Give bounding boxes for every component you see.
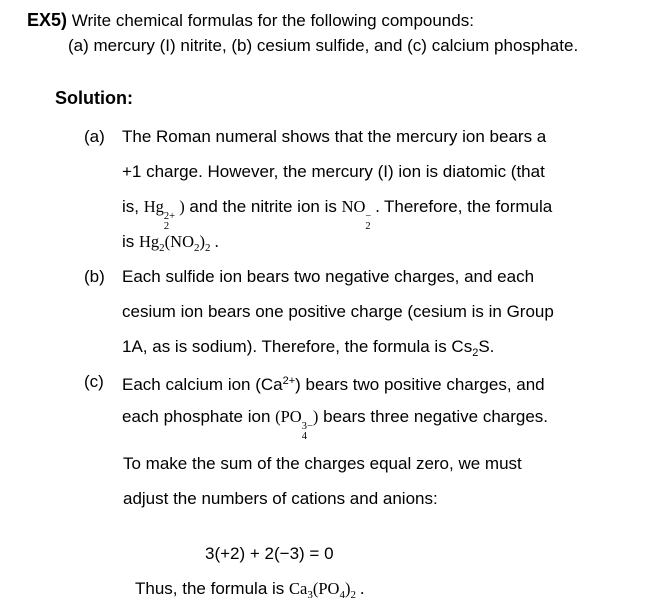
formula-run: . bbox=[210, 232, 219, 251]
text-run: 1A, as is sodium). Therefore, the formula is Cs bbox=[122, 337, 473, 356]
formula-subscript: 4 bbox=[301, 431, 307, 442]
formula-superscript: 2+ bbox=[163, 211, 176, 222]
problem-compounds: (a) mercury (I) nitrite, (b) cesium sulfide, and (c) calcium phosphate. bbox=[68, 36, 579, 55]
formula-run: Ca bbox=[289, 579, 308, 598]
formula-run: (PO bbox=[312, 579, 340, 598]
item-marker: (a) bbox=[84, 127, 105, 146]
formula-run: . bbox=[355, 579, 365, 598]
item-body bbox=[122, 119, 668, 259]
text-run: bears three negative charges. bbox=[318, 407, 549, 426]
solution-item bbox=[0, 364, 668, 442]
charge-equation bbox=[205, 536, 668, 571]
text-run: 3(+2) + 2(−3) = 0 bbox=[205, 544, 334, 563]
text-run: Therefore, the formula bbox=[379, 197, 553, 216]
item-marker: (b) bbox=[84, 267, 105, 286]
formula-run: (PO bbox=[275, 407, 302, 426]
text-line bbox=[123, 446, 668, 481]
text-line bbox=[122, 364, 668, 399]
problem-prompt: Write chemical formulas for the following compounds: bbox=[67, 11, 474, 30]
formula-run: ) bbox=[175, 197, 185, 216]
text-run: is bbox=[122, 232, 139, 251]
formula-subscript: 2 bbox=[194, 242, 200, 254]
formula-run: NO bbox=[341, 197, 366, 216]
text-run: Each calcium ion (Ca bbox=[122, 375, 283, 394]
text-run: Thus, the formula is bbox=[135, 579, 290, 598]
formula-superscript: 3− bbox=[301, 421, 313, 432]
item-body bbox=[122, 259, 668, 364]
text-line bbox=[122, 189, 668, 232]
problem-label: EX5) bbox=[27, 10, 68, 30]
text-line bbox=[122, 259, 668, 294]
item-body bbox=[122, 364, 668, 442]
text-run: is, bbox=[122, 197, 144, 216]
solution-items bbox=[0, 119, 668, 442]
text-run: adjust the numbers of cations and anions: bbox=[123, 489, 438, 508]
formula-subscript: 2 bbox=[163, 221, 170, 232]
text-run: and the nitrite ion is bbox=[184, 197, 342, 216]
solution-item bbox=[0, 119, 668, 259]
text-line bbox=[122, 399, 668, 442]
text-run: cesium ion bears one positive charge (cesium is in Group bbox=[122, 302, 554, 321]
formula-subscript: 3 bbox=[307, 589, 313, 601]
formula-run: ) bbox=[312, 407, 319, 426]
text-run: The Roman numeral shows that the mercury ion bears a bbox=[122, 127, 547, 146]
formula-run: (NO bbox=[164, 232, 194, 251]
text-run: To make the sum of the charges equal zero, we must bbox=[123, 454, 522, 473]
text-run: Each sulfide ion bears two negative charges, and each bbox=[122, 267, 535, 286]
text-line bbox=[122, 154, 668, 189]
formula-subscript: 2 bbox=[159, 242, 165, 254]
item-marker: (c) bbox=[84, 372, 104, 391]
text-line bbox=[122, 221, 668, 259]
solution-heading: Solution: bbox=[55, 88, 133, 108]
problem-statement bbox=[0, 0, 668, 33]
text-line bbox=[122, 119, 668, 154]
formula-run: ) bbox=[199, 232, 205, 251]
text-run: ) bears two positive charges, and bbox=[295, 375, 545, 394]
formula-run: . bbox=[371, 197, 380, 216]
closing-paragraph bbox=[123, 446, 668, 516]
text-run: S. bbox=[478, 337, 495, 356]
subscript: 2 bbox=[472, 347, 479, 359]
formula-subscript: 2 bbox=[365, 221, 371, 232]
formula-subsup-stack bbox=[302, 422, 313, 442]
formula-run: ) bbox=[344, 579, 351, 598]
text-line bbox=[123, 481, 668, 516]
text-line bbox=[135, 571, 668, 606]
result-statement bbox=[135, 571, 668, 606]
text-run: each phosphate ion bbox=[122, 407, 276, 426]
text-line bbox=[205, 536, 668, 571]
formula-run: Hg bbox=[143, 197, 164, 216]
formula-subscript: 2 bbox=[205, 242, 211, 254]
formula-subscript: 2 bbox=[350, 589, 356, 601]
solution-item bbox=[0, 259, 668, 364]
superscript: 2+ bbox=[282, 375, 296, 387]
formula-subscript: 4 bbox=[339, 589, 345, 601]
text-run: +1 charge. However, the mercury (I) ion is diatomic (that bbox=[122, 162, 545, 181]
formula-run: Hg bbox=[139, 232, 160, 251]
text-line bbox=[122, 329, 668, 364]
text-line bbox=[122, 294, 668, 329]
formula-superscript: − bbox=[365, 211, 372, 222]
